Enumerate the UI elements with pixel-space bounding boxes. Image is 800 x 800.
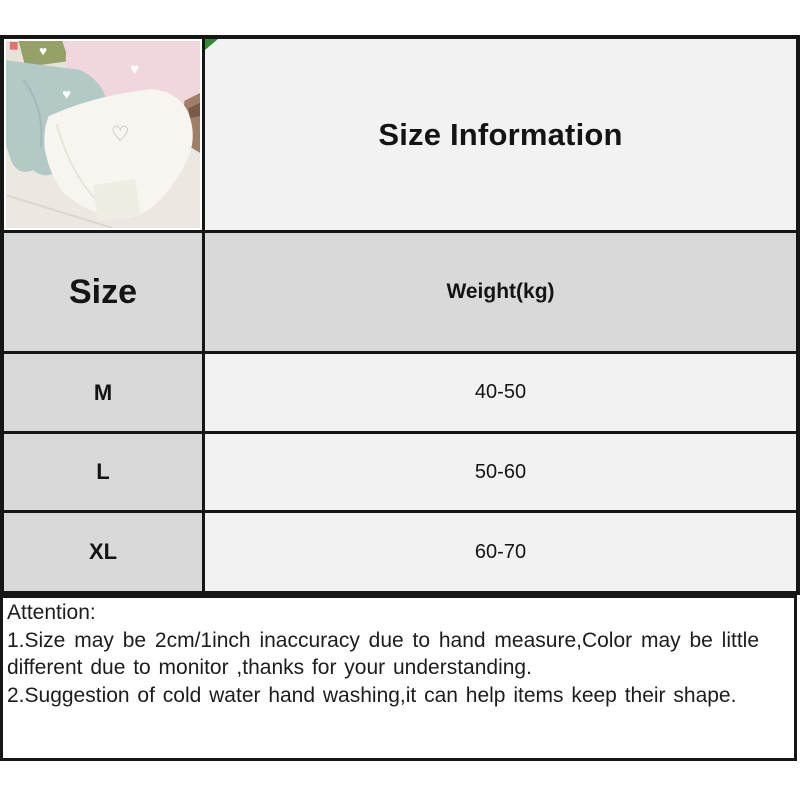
- table-row-size: XL: [4, 513, 205, 591]
- heart-icon: ♥: [130, 60, 140, 78]
- table-row-weight: 50-60: [205, 434, 796, 513]
- table-row-size: L: [4, 434, 205, 513]
- attention-line: different due to monitor ,thanks for your understanding.: [7, 656, 532, 679]
- heart-icon: ♥: [38, 43, 48, 59]
- title-cell: [205, 39, 796, 233]
- page-title: Size Information: [378, 116, 623, 152]
- attention-notes: [0, 595, 797, 761]
- attention-line: 1.Size may be 2cm/1inch inaccuracy due to hand measure,Color may be little: [7, 628, 760, 652]
- table-row-weight: 40-50: [205, 354, 796, 434]
- column-header-weight: Weight(kg): [205, 233, 796, 354]
- product-photo: [4, 39, 205, 233]
- heart-icon: ♥: [62, 86, 71, 103]
- attention-line: 2.Suggestion of cold water hand washing,it can help items keep their shape.: [7, 683, 737, 707]
- green-corner-marker: [205, 39, 218, 50]
- heart-outline-icon: ♡: [110, 122, 130, 147]
- attention-heading: Attention:: [7, 601, 96, 624]
- table-row-size: M: [4, 354, 205, 434]
- table-row-weight: 60-70: [205, 513, 796, 591]
- size-table: [0, 35, 800, 595]
- column-header-size: Size: [4, 233, 205, 354]
- product-photo-illustration: [6, 41, 200, 228]
